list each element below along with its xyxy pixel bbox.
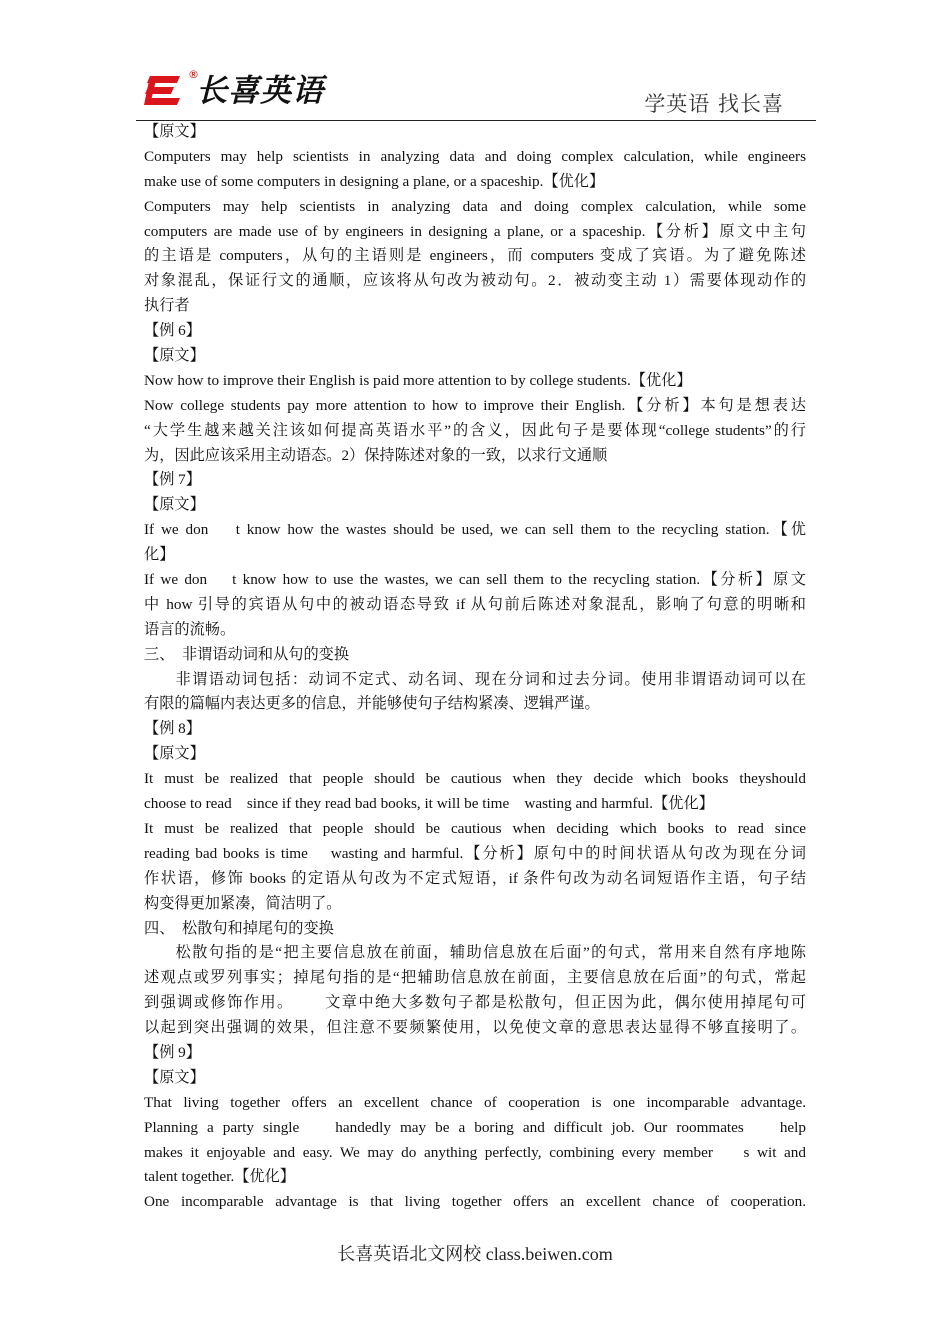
text-line: make use of some computers in designing a plane, or a spaceship.【优化】 (144, 172, 605, 190)
text-line: 非谓语动词包括：动词不定式、动名词、现在分词和过去分词。使用非谓语动词可以在 (144, 670, 806, 688)
text-line: 【例 7】 (144, 471, 201, 489)
text-line: makes it enjoyable and easy. We may do anything perfectly, combining every member s wit and (144, 1143, 806, 1161)
text-line: One incomparable advantage is that living together offers an excellent chance of cooperation. (144, 1193, 806, 1211)
text-line: “大学生越来越关注该如何提高英语水平”的含义，因此句子是要体现“college students”的行 (144, 421, 806, 439)
registered-mark: ® (188, 68, 199, 81)
document-body (144, 120, 806, 1215)
text-line: 语言的流畅。 (144, 620, 236, 638)
text-line: 构变得更加紧凑，简洁明了。 (144, 894, 342, 912)
text-line: 【原文】 (144, 123, 205, 140)
text-line: Planning a party single handedly may be a boring and difficult job. Our roommates help (144, 1118, 806, 1136)
text-line: 松散句指的是“把主要信息放在前面，辅助信息放在后面”的句式，常用来自然有序地陈 (144, 944, 806, 962)
text-line: Computers may help scientists in analyzing data and doing complex calculation, while some (144, 197, 806, 215)
text-line: 【原文】 (144, 1068, 205, 1086)
text-line: 【原文】 (144, 745, 205, 763)
text-line: reading bad books is time wasting and harmful.【分析】原句中的时间状语从句改为现在分词 (144, 844, 806, 862)
text-line: 以起到突出强调的效果，但注意不要频繁使用，以免使文章的意思表达显得不够直接明了。 (144, 1019, 806, 1037)
text-line: 【原文】 (144, 347, 205, 365)
text-line: 【例 6】 (144, 322, 201, 340)
text-line: computers are made use of by engineers in designing a plane, or a spaceship.【分析】原文中主句 (144, 222, 806, 240)
page-header (138, 62, 816, 120)
text-line: 为，因此应该采用主动语态。2）保持陈述对象的一致，以求行文通顺 (144, 446, 608, 464)
text-line: 有限的篇幅内表达更多的信息，并能够使句子结构紧凑、逻辑严谨。 (144, 695, 600, 713)
text-line: 中 how 引导的宾语从句中的被动语态导致 if 从句前后陈述对象混乱，影响了句意的明晰和 (144, 595, 806, 613)
text-line: 述观点或罗列事实；掉尾句指的是“把辅助信息放在前面，主要信息放在后面”的句式，常起 (144, 969, 806, 987)
text-line: It must be realized that people should be cautious when they decide which books theyshould (144, 770, 806, 788)
text-line: If we don t know how to use the wastes, we can sell them to the recycling station.【分析】原文 (144, 571, 806, 589)
header-slogan: 学英语 找长喜 (644, 92, 784, 116)
text-line: It must be realized that people should be cautious when deciding which books to read since (144, 819, 806, 837)
text-line: 作状语，修饰 books 的定语从句改为不定式短语，if 条件句改为动名词短语作主语，句子结 (144, 869, 806, 887)
text-line: That living together offers an excellent chance of cooperation is one incomparable advantage. (144, 1093, 806, 1111)
text-line: 【原文】 (144, 496, 205, 514)
brand-name: 长喜英语 (196, 73, 324, 109)
text-line: 到强调或修饰作用。 文章中绝大多数句子都是松散句，但正因为此，偶尔使用掉尾句可 (144, 994, 806, 1012)
text-line: 的主语是 computers，从句的主语则是 engineers，而 computers 变成了宾语。为了避免陈述 (144, 247, 806, 265)
text-line: 对象混乱，保证行文的通顺，应该将从句改为被动句。2．被动变主动 1）需要体现动作的 (144, 272, 806, 290)
page-footer: 长喜英语北文网校 class.beiwen.com (337, 1244, 613, 1264)
text-line: Now how to improve their English is paid more attention to by college students.【优化】 (144, 371, 692, 389)
text-line: Computers may help scientists in analyzing data and doing complex calculation, while engineers (144, 147, 806, 165)
text-line: 化】 (144, 546, 175, 564)
text-line: talent together.【优化】 (144, 1168, 295, 1186)
text-line: Now college students pay more attention to how to improve their English.【分析】本句是想表达 (144, 396, 806, 414)
text-line: If we don t know how the wastes should be used, we can sell them to the recycling station.【优 (144, 521, 806, 539)
text-line: choose to read since if they read bad books, it will be time wasting and harmful.【优化】 (144, 795, 714, 813)
text-line: 三、 非谓语动词和从句的变换 (144, 645, 350, 663)
text-line: 执行者 (144, 297, 190, 315)
text-line: 【例 8】 (144, 720, 201, 738)
brand-logo-icon (144, 74, 184, 110)
text-line: 四、 松散句和掉尾句的变换 (144, 919, 334, 937)
text-line: 【例 9】 (144, 1043, 201, 1061)
